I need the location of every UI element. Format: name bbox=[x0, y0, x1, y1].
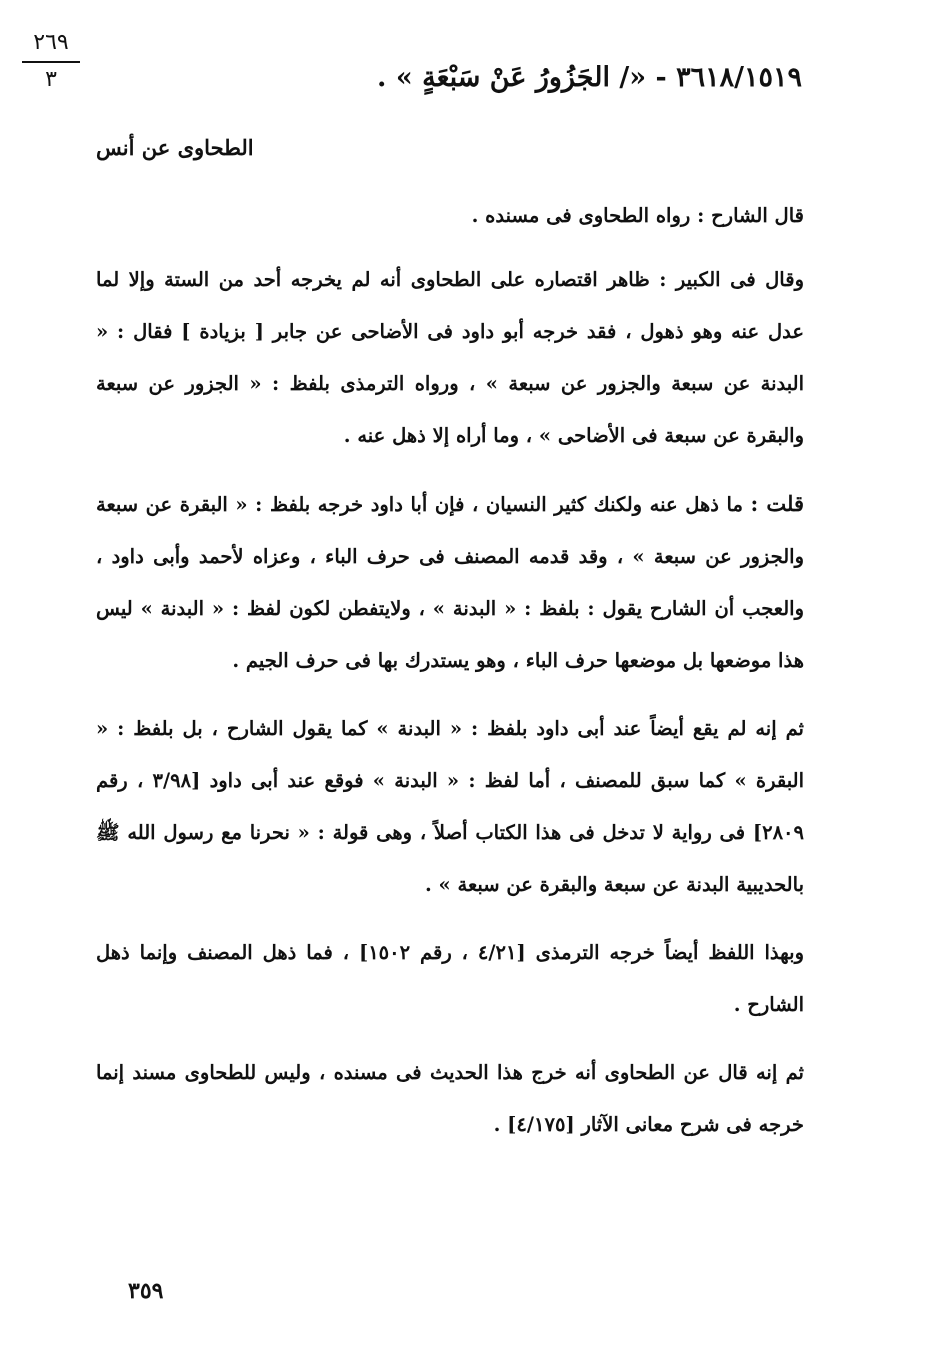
paragraph-1-text: قال الشارح : رواه الطحاوى فى مسنده . bbox=[471, 204, 804, 227]
paragraph-2-text: وقال فى الكبير : ظاهر اقتصاره على الطحاوى أنه لم يخرجه أحد من الستة وإلا لما عدل عنه وهو ذهول ، فقد خرجه أبو داود فى الأضاحى عن جابر [ بزيادة ] فقال : « البدنة عن سبعة والجزور عن سبعة » ، ورواه الترمذى بلفظ : « الجزور عن سبعة والبقرة عن سبعة فى الأضاحى » ، وما أراه إلا ذهل عنه . bbox=[96, 268, 804, 447]
paragraph-4 bbox=[96, 703, 804, 911]
reference-fraction bbox=[22, 30, 80, 92]
paragraph-5-text: وبهذا اللفظ أيضاً خرجه الترمذى [٤/٢١ ، رقم ١٥٠٢] ، فما ذهل المصنف وإنما ذهل الشارح . bbox=[96, 941, 804, 1016]
reference-part: ٣ bbox=[45, 67, 57, 92]
paragraph-5 bbox=[96, 927, 804, 1031]
hadith-heading: ٣٦١٨/١٥١٩ - «/ الجَزُورُ عَنْ سَبْعَةٍ » . bbox=[377, 62, 802, 93]
paragraph-6 bbox=[96, 1047, 804, 1151]
paragraph-3-lead: قلت : bbox=[750, 491, 804, 516]
paragraph-3-text: ما ذهل عنه ولكنك كثير النسيان ، فإن أبا داود خرجه بلفظ : « البقرة عن سبعة والجزور عن سبعة » ، وقد قدمه المصنف فى حرف الباء ، وعزاه لأحمد وأبى داود ، والعجب أن الشارح يقول : بلفظ : « البدنة » ، ولايتفطن لكون لفظ : « البدنة » ليس هذا موضعها بل موضعها حرف الباء ، وهو يستدرك بها فى حرف الجيم . bbox=[96, 493, 804, 672]
reference-volume-page: ٢٦٩ bbox=[22, 30, 80, 63]
paragraph-2 bbox=[96, 254, 804, 462]
hadith-source: الطحاوى عن أنس bbox=[96, 135, 254, 160]
paragraph-3 bbox=[96, 478, 804, 687]
page-number: ٣٥٩ bbox=[128, 1278, 164, 1304]
paragraph-6-text: ثم إنه قال عن الطحاوى أنه خرج هذا الحديث فى مسنده ، وليس للطحاوى مسند إنما خرجه فى شرح معانى الآثار [٤/١٧٥] . bbox=[96, 1061, 804, 1136]
paragraph-4-text: ثم إنه لم يقع أيضاً عند أبى داود بلفظ : « البدنة » كما يقول الشارح ، بل بلفظ : « البقرة » كما سبق للمصنف ، أما لفظ : « البدنة » فوقع عند أبى داود [٣/٩٨ ، رقم ٢٨٠٩] فى رواية لا تدخل فى هذا الكتاب أصلاً ، وهى قولة : « نحرنا مع رسول الله ﷺ بالحديبية البدنة عن سبعة والبقرة عن سبعة » . bbox=[96, 717, 804, 896]
paragraph-1 bbox=[96, 190, 804, 242]
commentary-body bbox=[96, 190, 804, 1167]
